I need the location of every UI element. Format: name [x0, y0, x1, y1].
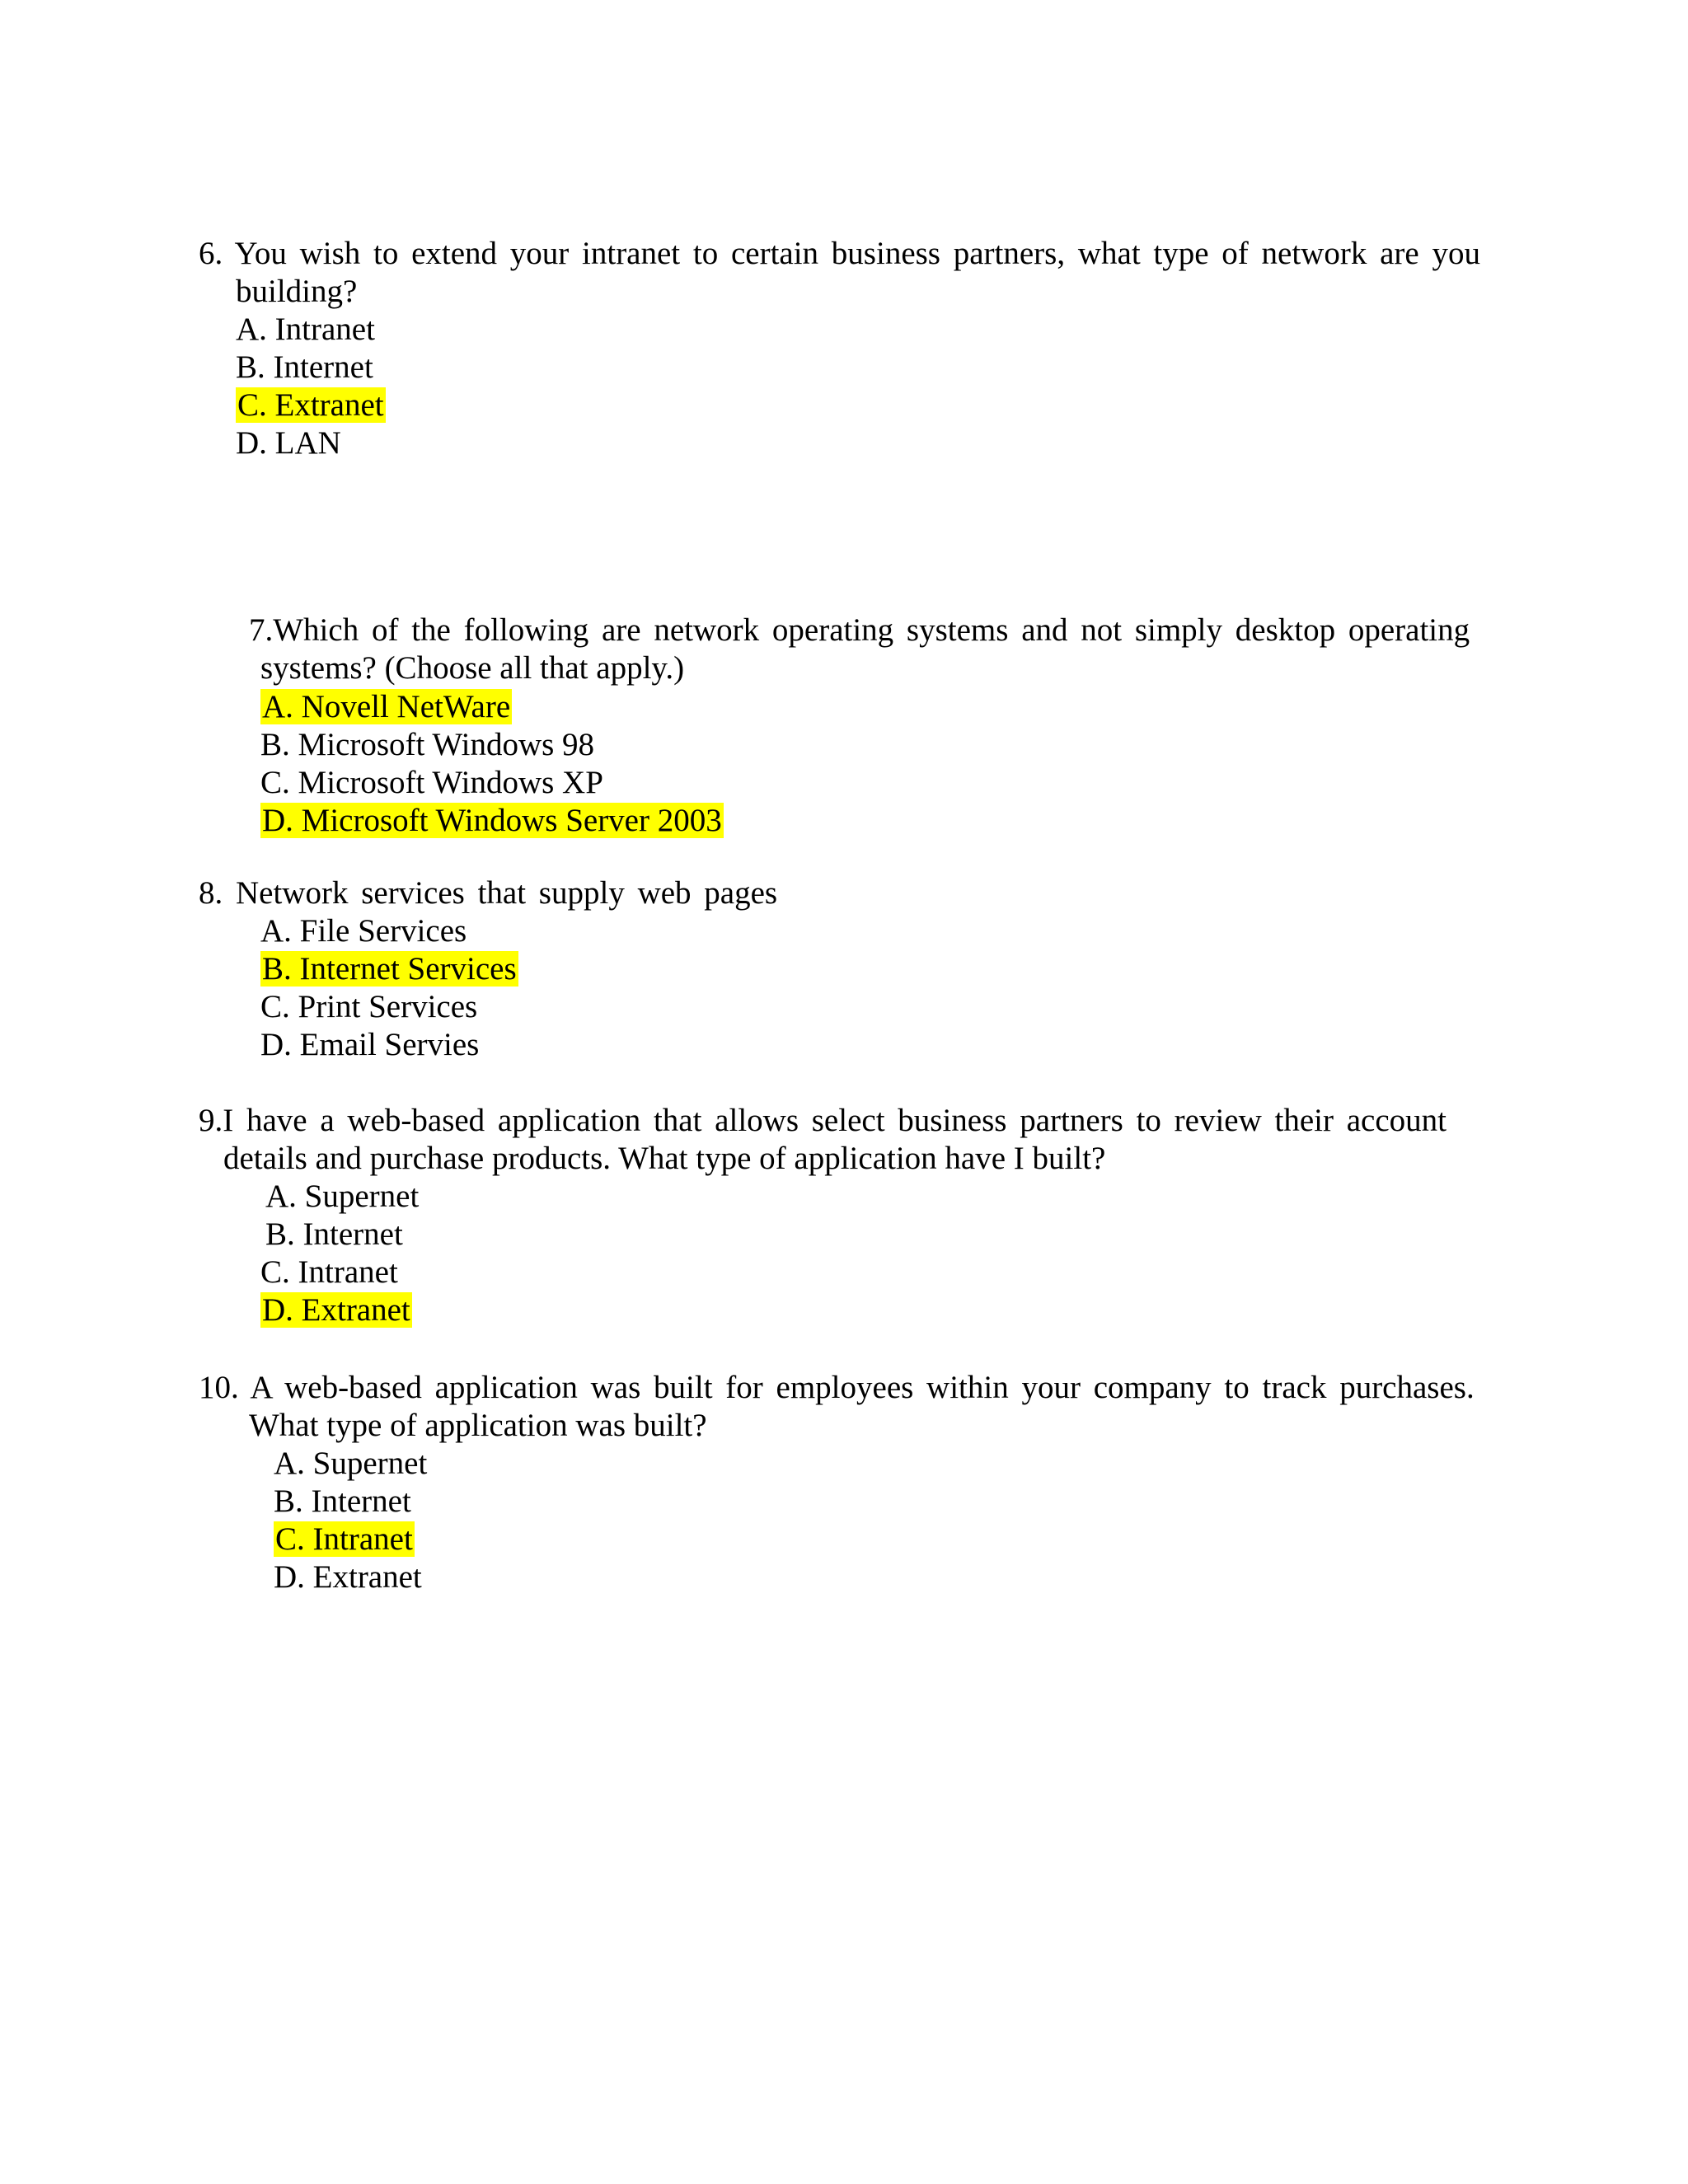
question-8-option-c: C. Print Services: [260, 989, 478, 1024]
question-9-option-b: B. Internet: [265, 1216, 403, 1252]
question-8-option-d: D. Email Servies: [260, 1027, 480, 1062]
question-9-option-d: D. Extranet: [262, 1292, 410, 1328]
question-9-option-c: C. Intranet: [260, 1254, 398, 1290]
question-9-line-1: 9.I have a web-based application that allows select business partners to review their account: [199, 1103, 1447, 1138]
question-7-option-d: D. Microsoft Windows Server 2003: [262, 803, 722, 838]
question-10-option-d: D. Extranet: [274, 1559, 422, 1595]
question-6-option-a: A. Intranet: [236, 312, 375, 347]
question-7-line-1: 7.Which of the following are network operating systems and not simply desktop operating: [249, 612, 1470, 648]
question-10-option-a: A. Supernet: [274, 1446, 428, 1481]
question-7-option-b: B. Microsoft Windows 98: [260, 727, 595, 762]
question-6-line-2: building?: [236, 274, 358, 309]
question-8-option-b: B. Internet Services: [262, 951, 517, 987]
question-7-option-d-wrap: [260, 801, 724, 841]
question-9-line-2: details and purchase products. What type of application have I built?: [223, 1141, 1106, 1176]
question-6-option-c: C. Extranet: [237, 387, 384, 423]
question-10-option-b: B. Internet: [274, 1483, 411, 1519]
question-7-line-2: systems? (Choose all that apply.): [260, 650, 685, 686]
question-10-option-c-wrap: [274, 1520, 415, 1559]
question-10-option-c: C. Intranet: [275, 1521, 413, 1557]
question-6-option-d: D. LAN: [236, 425, 341, 461]
question-9-option-d-wrap: [260, 1291, 412, 1330]
question-8-option-b-wrap: [260, 949, 518, 989]
question-10-line-1: 10. A web-based application was built for employees within your company to track purchases.: [199, 1370, 1475, 1405]
question-7-option-a: A. Novell NetWare: [262, 689, 511, 724]
question-6-option-b: B. Internet: [236, 349, 373, 385]
question-7-option-a-wrap: [260, 687, 512, 727]
question-9-option-a: A. Supernet: [265, 1179, 420, 1214]
question-8-option-a: A. File Services: [260, 913, 467, 949]
question-7-option-c: C. Microsoft Windows XP: [260, 765, 603, 800]
question-10-line-2: What type of application was built?: [249, 1408, 707, 1443]
question-8-line-1: 8. Network services that supply web pages: [199, 875, 778, 911]
question-6-option-c-wrap: [236, 386, 386, 425]
question-6-line-1: 6. You wish to extend your intranet to certain business partners, what type of network are you: [199, 236, 1480, 271]
